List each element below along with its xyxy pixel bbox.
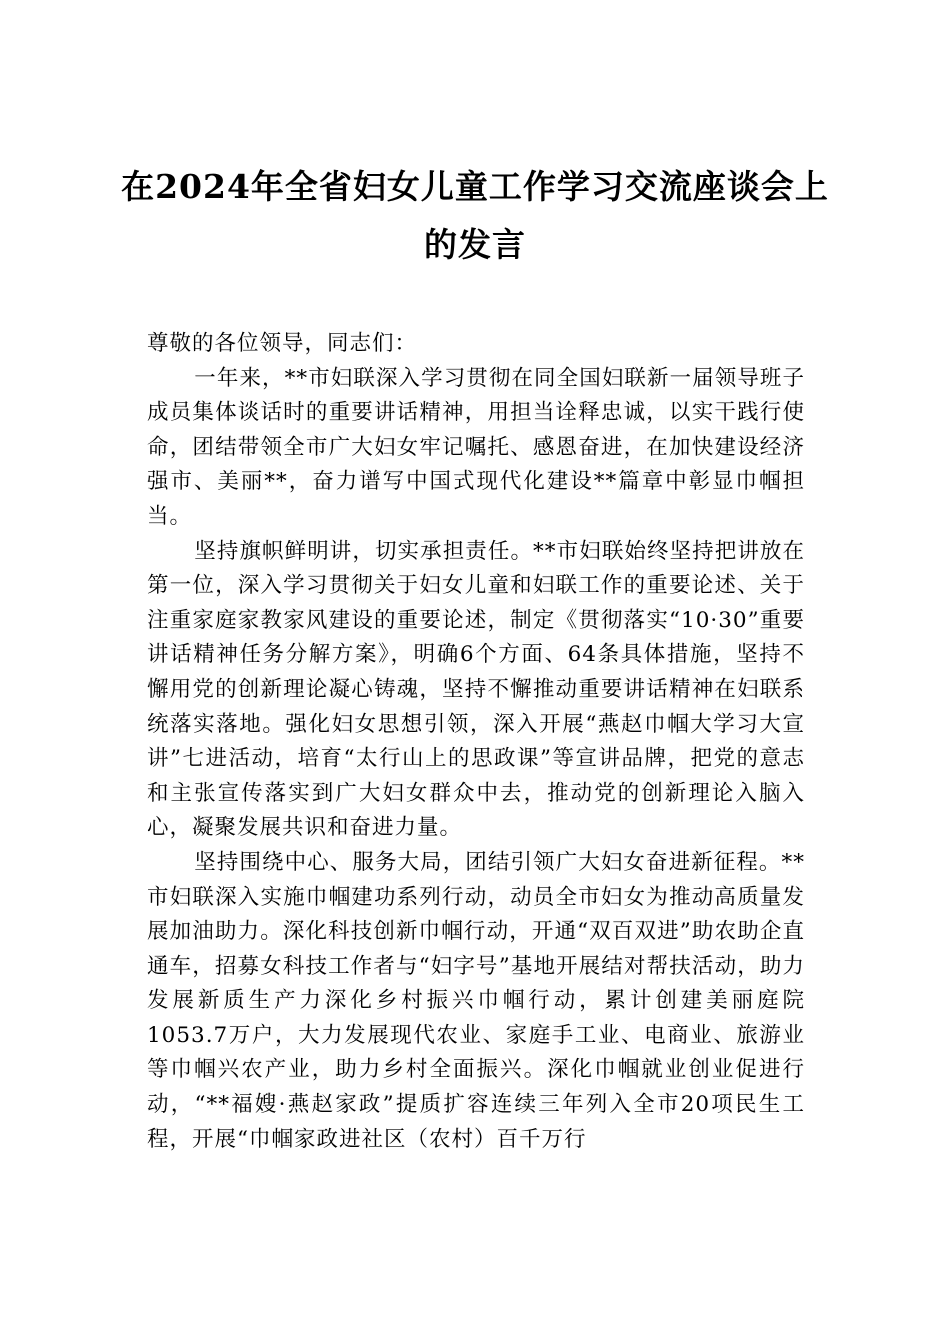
- paragraph-political-leadership: 坚持旗帜鲜明讲，切实承担责任。**市妇联始终坚持把讲放在第一位，深入学习贯彻关于妇女儿童和妇联工作的重要论述、关于注重家庭家教家风建设的重要论述，制定《贯彻落实“10·30”重要讲话精神任务分解方案》，明确6个方面、64条具体措施，坚持不懈用党的创新理论凝心铸魂，坚持不懈推动重要讲话精神在妇联系统落实落地。强化妇女思想引领，深入开展“燕赵巾帼大学习大宣讲”七进活动，培育“太行山上的思政课”等宣讲品牌，把党的意志和主张宣传落实到广大妇女群众中去，推动党的创新理论入脑入心，凝聚发展共识和奋进力量。: [147, 538, 805, 841]
- paragraph-serving-development: 坚持围绕中心、服务大局，团结引领广大妇女奋进新征程。**市妇联深入实施巾帼建功系列行动，动员全市妇女为推动高质量发展加油助力。深化科技创新巾帼行动，开通“双百双进”助农助企直通车，招募女科技工作者与“妇字号”基地开展结对帮扶活动，助力发展新质生产力深化乡村振兴巾帼行动，累计创建美丽庭院1053.7万户，大力发展现代农业、家庭手工业、电商业、旅游业等巾帼兴农产业，助力乡村全面振兴。深化巾帼就业创业促进行动，“**福嫂·燕赵家政”提质扩容连续三年列入全市20项民生工程，开展“巾帼家政进社区（农村）百千万行: [147, 849, 805, 1152]
- salutation: 尊敬的各位领导，同志们：: [147, 331, 418, 356]
- paragraph-intro: 一年来，**市妇联深入学习贯彻在同全国妇联新一届领导班子成员集体谈话时的重要讲话精神，用担当诠释忠诚，以实干践行使命，团结带领全市广大妇女牢记嘱托、感恩奋进，在加快建设经济强市、美丽**，奋力谱写中国式现代化建设**篇章中彰显巾帼担当。: [147, 365, 805, 529]
- document-title: 在2024年全省妇女儿童工作学习交流座谈会上的发言: [121, 167, 829, 264]
- document-body: [147, 327, 805, 1157]
